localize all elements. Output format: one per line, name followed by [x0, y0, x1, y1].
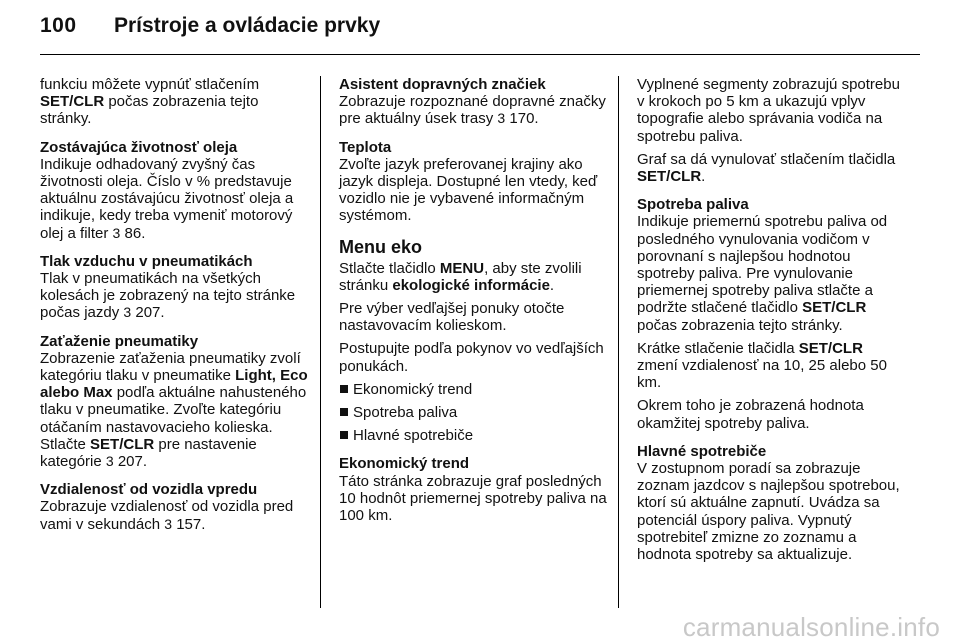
follow-instructions-text: Postupujte podľa pokynov vo vedľajších ponukách. [339, 340, 604, 375]
traffic-sign-heading: Asistent dopravných značiek [339, 76, 546, 93]
tire-pressure-heading: Tlak vzduchu v pneumatikách [40, 252, 253, 270]
economy-trend-section: Ekonomický trend Táto stránka zobrazuje graf posledných 10 hodnôt priemernej spotreby paliva na 100 km. [339, 455, 607, 525]
fuel-consumption-section: Spotreba paliva Indikuje priemernú spotrebu paliva od posledného vynulovania vodičom v porovnaní s najlepšou hodnotou spotreby paliva. Pre vynulovanie priemernej spotreby paliva stlačte a podržte stlačené tlačidlo SET/CLR počas zobrazenia tejto stránky. [637, 196, 905, 334]
following-distance-heading: Vzdialenosť od vozidla vpredu [40, 481, 258, 499]
page-ref-arrow-icon: 3 [123, 304, 132, 321]
instant-consumption-text: Okrem toho je zobrazená hodnota okamžitej spotreby paliva. [637, 397, 864, 432]
tire-load-section: Zaťaženie pneumatiky Zobrazenie zaťaženia pneumatiky zvolí kategóriu tlaku v pneumatike Light, Eco alebo Max podľa aktuálne nahusteného tlaku v pneumatike. Zvoľte kategóriu otáčaním nastavovacieho kolieska. Stlačte SET/CLR pre nastavenie kategórie 3 207. [40, 332, 308, 471]
page-ref-arrow-icon: 3 [105, 453, 114, 470]
page-title: Prístroje a ovládacie prvky [114, 14, 381, 37]
header-divider [40, 54, 920, 55]
column-2 [339, 76, 607, 535]
select-submenu-text: Pre výber vedľajšej ponuky otočte nastavovacím kolieskom. [339, 300, 565, 335]
eco-menu-intro: Stlačte tlačidlo MENU, aby ste zvolili stránku ekologické informácie. [339, 259, 582, 294]
oil-life-heading: Zostávajúca životnosť oleja [40, 138, 238, 156]
main-consumers-heading: Hlavné spotrebiče [637, 442, 767, 460]
bullet-square-icon [340, 431, 348, 439]
intro-paragraph: funkciu môžete vypnúť stlačením SET/CLR počas zobrazenia tejto stránky. [40, 76, 260, 128]
fuel-consumption-heading: Spotreba paliva [637, 196, 749, 214]
economy-trend-heading: Ekonomický trend [339, 455, 470, 473]
list-item: Hlavné spotrebiče [339, 427, 607, 444]
column-divider-2 [618, 76, 619, 608]
page-number: 100 [40, 14, 77, 37]
site-watermark: carmanualsonline.info [682, 612, 940, 642]
tire-pressure-section: Tlak vzduchu v pneumatikách Tlak v pneumatikách na všetkých kolesách je zobrazený na tejto stránke počas jazdy 3 207. [40, 253, 308, 322]
column-3 [637, 76, 905, 574]
temperature-heading: Teplota [339, 138, 392, 156]
page-ref-arrow-icon: 3 [112, 224, 121, 241]
reset-graph-text: Graf sa dá vynulovať stlačením tlačidla SET/CLR. [637, 150, 896, 186]
traffic-sign-section: Asistent dopravných značiek Zobrazuje rozpoznané dopravné značky pre aktuálny úsek trasy 3 170. [339, 76, 606, 128]
list-item: Spotreba paliva [339, 404, 607, 421]
bullet-square-icon [340, 408, 348, 416]
tire-load-heading: Zaťaženie pneumatiky [40, 332, 199, 350]
oil-life-section: Zostávajúca životnosť oleja Indikuje odhadovaný zvyšný čas životnosti oleja. Číslo v % predstavuje aktuálnu zostávajúcu životnosť oleja a indikuje, kedy treba vymeniť motorový olej a filter 3 86. [40, 139, 308, 242]
segments-text: Vyplnené segmenty zobrazujú spotrebu v krokoch po 5 km a ukazujú vplyv topografie alebo správania vodiča na spotrebu paliva. [637, 76, 900, 145]
eco-submenu-list [339, 381, 607, 445]
page-ref-arrow-icon: 3 [164, 515, 173, 532]
eco-menu-heading: Menu eko [339, 236, 423, 257]
column-divider-1 [320, 76, 321, 608]
bullet-square-icon [340, 385, 348, 393]
short-press-text: Krátke stlačenie tlačidla SET/CLR zmení vzdialenosť na 10, 25 alebo 50 km. [637, 339, 887, 392]
temperature-section: Teplota Zvoľte jazyk preferovanej krajiny ako jazyk displeja. Dostupné len vtedy, keď vozidlo nie je vybavené informačným systémom. [339, 139, 607, 225]
page-ref-arrow-icon: 3 [497, 110, 506, 127]
main-consumers-section: Hlavné spotrebiče V zostupnom poradí sa zobrazuje zoznam jazdcov s najlepšou spotrebou, ktorí sú aktuálne zapnutí. Uvádza sa potenciál úspory paliva. Vypnutý spotrebiteľ zmizne zo zoznamu a hodnota spotreby sa aktualizuje. [637, 443, 905, 563]
list-item: Ekonomický trend [339, 381, 607, 398]
column-1 [40, 76, 308, 544]
following-distance-section: Vzdialenosť od vozidla vpredu Zobrazuje vzdialenosť od vozidla pred vami v sekundách 3 157. [40, 481, 308, 533]
